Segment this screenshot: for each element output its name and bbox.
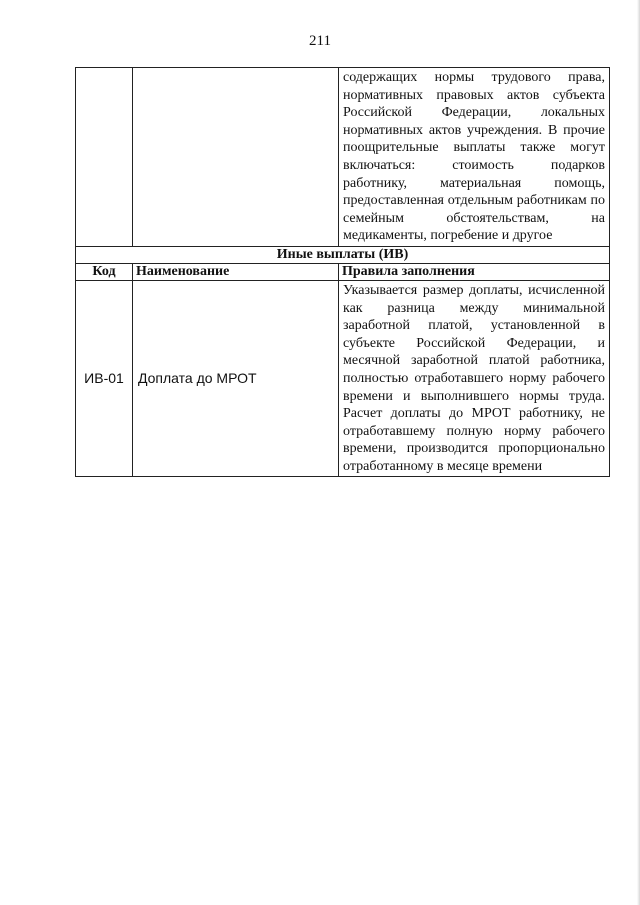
column-header-name: Наименование (133, 263, 339, 280)
code-cell: ИВ-01 (76, 280, 133, 477)
rules-cell: содержащих нормы трудового права, нормативных правовых актов субъекта Российской Федерации, локальных нормативных актов учреждения. В прочие поощрительные выплаты также могут включаться: стоимость подарков работнику, материальная помощь, предоставленная отдельным работникам по семейным обстоятельствам, на медикаменты, погребение и другое (339, 68, 610, 247)
column-header-rules: Правила заполнения (339, 263, 610, 280)
table-row (76, 280, 610, 477)
page-number: 211 (309, 33, 331, 49)
section-row (76, 246, 610, 263)
column-header-code: Код (76, 263, 133, 280)
name-cell (133, 68, 339, 247)
payments-table (75, 67, 610, 477)
section-title: Иные выплаты (ИВ) (76, 246, 610, 263)
header-row (76, 263, 610, 280)
rules-cell: Указывается размер доплаты, исчисленной как разница между минимальной заработной платой, установленной в субъекте Российской Федерации, и месячной заработной платой работника, полностью отработавшего норму рабочего времени и выполнившего нормы труда. Расчет доплаты до МРОТ работнику, не отработавшему полную норму рабочего времени, производится пропорционально отработанному в месяце времени (339, 280, 610, 477)
code-cell (76, 68, 133, 247)
table-row (76, 68, 610, 247)
name-cell: Доплата до МРОТ (133, 280, 339, 477)
